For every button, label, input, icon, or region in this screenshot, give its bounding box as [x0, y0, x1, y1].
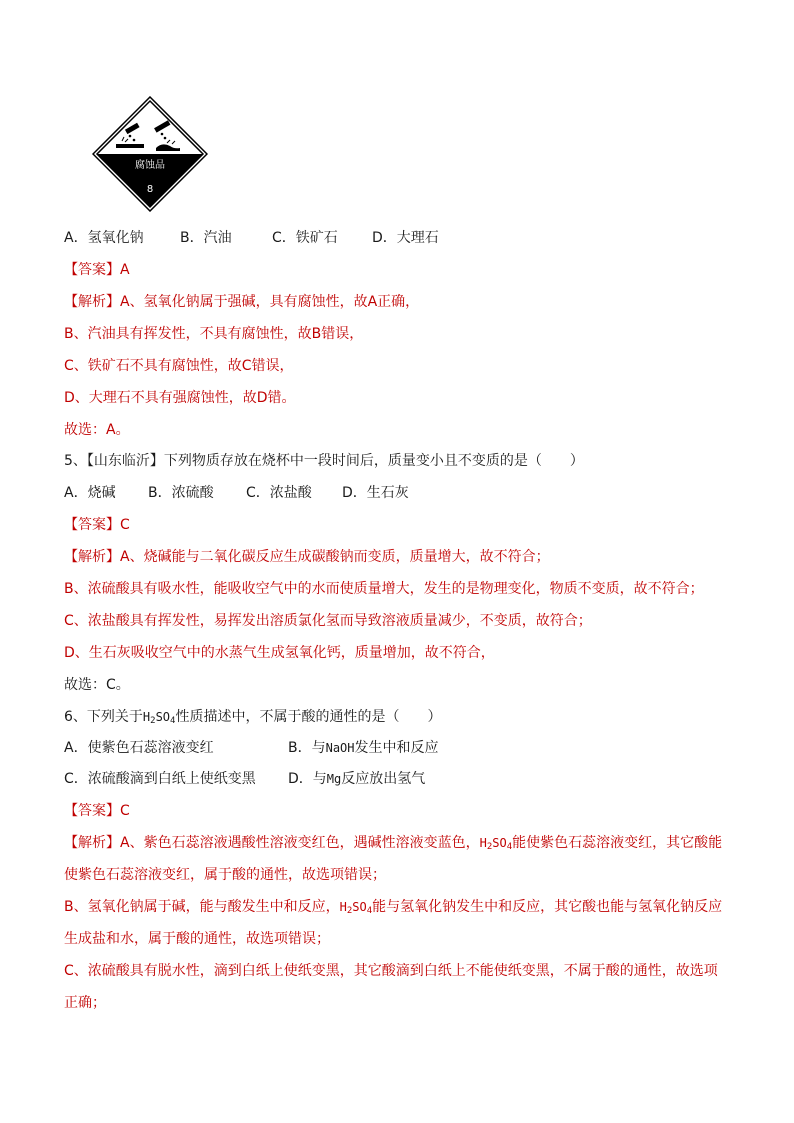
formula-sub-2: 2 [486, 842, 493, 852]
q6-analysis-a-line2: 使紫色石蕊溶液变红，属于酸的通性，故选项错误； [64, 867, 386, 883]
q4-analysis-b: B、汽油具有挥发性，不具有腐蚀性，故B错误， [64, 326, 364, 342]
analysis-text: A、紫色石蕊溶液遇酸性溶液变红色，遇碱性溶液变蓝色， [120, 835, 480, 851]
q5-option-b: B．浓硫酸 [148, 485, 214, 501]
question-stem-post: 性质描述中，不属于酸的通性的是（ ） [175, 709, 442, 725]
q6-analysis-b-line2: 生成盐和水，属于酸的通性，故选项错误； [64, 931, 330, 947]
h2so4-formula [340, 900, 373, 914]
corrosive-hazard-icon [92, 96, 208, 212]
q6-options-row2 [64, 769, 425, 789]
q5-analysis-a [64, 547, 550, 567]
hazard-label-text: 腐蚀品 [135, 160, 165, 171]
answer-label: 【答案】 [64, 517, 120, 533]
q5-option-a: A．烧碱 [64, 485, 116, 501]
analysis-text: A、氢氧化钠属于强碱，具有腐蚀性，故A正确， [120, 294, 420, 310]
analysis-label: 【解析】 [64, 835, 120, 851]
h2so4-formula [143, 710, 176, 724]
analysis-text: 能使紫色石蕊溶液变红，其它酸能 [512, 835, 723, 851]
analysis-text: B、氢氧化钠属于碱，能与酸发生中和反应， [64, 899, 340, 915]
analysis-label: 【解析】 [64, 549, 120, 565]
q5-option-c: C．浓盐酸 [246, 485, 312, 501]
option-text: D．与 [288, 771, 327, 787]
q5-options [64, 483, 409, 503]
q4-option-c: C．铁矿石 [272, 230, 338, 246]
formula-sub-4: 4 [170, 716, 176, 726]
q4-option-a: A．氢氧化钠 [64, 230, 144, 246]
formula-so: SO [492, 836, 507, 850]
analysis-text: 能与氢氧化钠发生中和反应，其它酸也能与氢氧化钠反应 [372, 899, 723, 915]
formula-sub-4: 4 [506, 842, 513, 852]
question-stem: 下列物质存放在烧杯中一段时间后，质量变小且不变质的是（ ） [163, 453, 584, 469]
q6-option-d [288, 769, 425, 789]
chem-formula: NaOH [325, 741, 355, 755]
q4-conclusion: 故选：A。 [64, 422, 130, 438]
answer-label: 【答案】 [64, 262, 120, 278]
q4-analysis-c: C、铁矿石不具有腐蚀性，故C错误， [64, 358, 294, 374]
q5-stem [64, 451, 584, 471]
analysis-label: 【解析】 [64, 294, 120, 310]
q6-options-row1 [64, 738, 439, 758]
answer-value: A [120, 262, 130, 278]
q6-analysis-c-line2: 正确； [64, 995, 106, 1011]
q5-analysis-d: D、生石灰吸收空气中的水蒸气生成氢氧化钙，质量增加，故不符合， [64, 645, 495, 661]
q5-option-d: D．生石灰 [342, 485, 409, 501]
q4-answer [64, 260, 130, 280]
q5-analysis-b: B、浓硫酸具有吸水性，能吸收空气中的水而使质量增大，发生的是物理变化，物质不变质，故不符合； [64, 581, 704, 597]
option-text: 发生中和反应 [354, 740, 439, 756]
answer-value: C [120, 517, 130, 533]
question-source: 【山东临沂】 [86, 453, 164, 469]
q6-option-b [288, 738, 439, 758]
q4-analysis-d: D、大理石不具有强腐蚀性，故D错。 [64, 390, 296, 406]
q6-stem [64, 707, 441, 731]
q4-analysis-a [64, 292, 419, 312]
hazard-class-number: 8 [146, 184, 154, 195]
q6-analysis-a-line1 [64, 833, 722, 857]
q5-conclusion: 故选：C。 [64, 677, 130, 693]
analysis-text: A、烧碱能与二氧化碳反应生成碳酸钠而变质，质量增大，故不符合； [120, 549, 550, 565]
formula-so: SO [352, 900, 367, 914]
formula-sub-4: 4 [366, 906, 373, 916]
formula-sub-2: 2 [150, 716, 156, 726]
q6-analysis-c-line1: C、浓硫酸具有脱水性，滴到白纸上使纸变黑，其它酸滴到白纸上不能使纸变黑，不属于酸的通性，故选项 [64, 963, 718, 979]
option-text: 反应放出氢气 [341, 771, 426, 787]
q6-option-a: A．使紫色石蕊溶液变红 [64, 740, 214, 756]
question-number: 5、 [64, 453, 87, 469]
answer-label: 【答案】 [64, 803, 120, 819]
q4-option-b: B．汽油 [180, 230, 232, 246]
formula-sub-2: 2 [346, 906, 353, 916]
corrosive-hazard-sign [92, 96, 208, 212]
q6-answer [64, 801, 130, 821]
question-stem-pre: 6、下列关于 [64, 709, 143, 725]
formula-h: H [339, 900, 347, 914]
answer-value: C [120, 803, 130, 819]
option-text: B．与 [288, 740, 326, 756]
q6-analysis-b-line1 [64, 897, 722, 921]
q4-option-d: D．大理石 [372, 230, 439, 246]
formula-so: SO [155, 710, 171, 724]
q5-answer [64, 515, 130, 535]
formula-h: H [142, 710, 151, 724]
q5-analysis-c: C、浓盐酸具有挥发性，易挥发出溶质氯化氢而导致溶液质量减少，不变质，故符合； [64, 613, 592, 629]
h2so4-formula [480, 836, 513, 850]
q4-options [64, 228, 439, 248]
formula-h: H [479, 836, 487, 850]
chem-formula: Mg [326, 772, 342, 786]
q6-option-c: C．浓硫酸滴到白纸上使纸变黑 [64, 771, 256, 787]
